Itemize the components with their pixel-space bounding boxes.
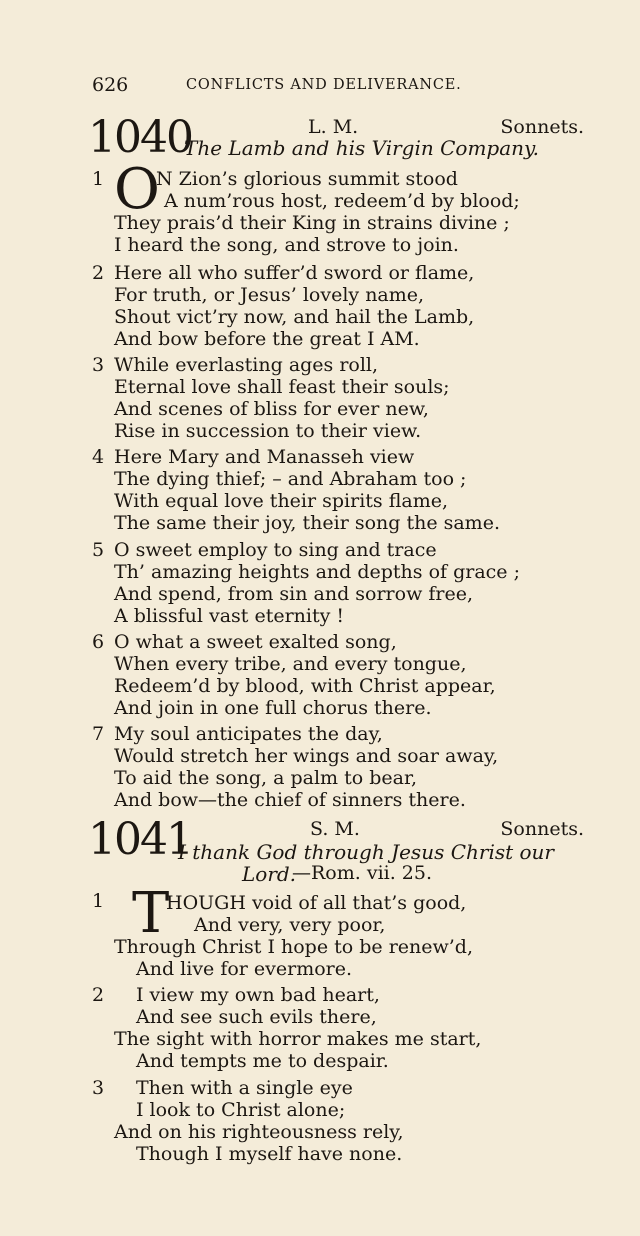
verse-line: My soul anticipates the day, [114,723,383,745]
verse-number: 5 [92,539,105,561]
verse-number: 2 [92,262,105,284]
hymn-title-line2: Lord. [242,862,297,886]
page-number: 626 [92,74,129,96]
hymn-tune: Sonnets. [500,116,584,138]
hymn-meter: S. M. [310,818,360,840]
verse-line: Though I myself have none. [136,1143,403,1165]
verse-1041-2 [92,984,572,1074]
verse-1040-3 [92,354,572,444]
verse-line: To aid the song, a palm to bear, [114,767,417,789]
verse-number: 3 [92,1077,105,1099]
verse-1041-1 [92,881,572,980]
drop-cap: T [132,881,170,946]
verse-number: 3 [92,354,105,376]
verse-line: I view my own bad heart, [136,984,380,1006]
page-header [92,74,592,98]
verse-1040-6 [92,631,572,721]
verse-1040-2 [92,262,572,352]
verse-line: They prais’d their King in strains divine ; [114,212,510,234]
verse-line: And tempts me to despair. [136,1050,389,1072]
hymn-title: I thank God through Jesus Christ our [178,840,554,864]
verse-line: And spend, from sin and sorrow free, [114,583,474,605]
verse-line: The same their joy, their song the same. [114,512,500,534]
verse-line: A num’rous host, redeem’d by blood; [164,190,520,212]
verse-line: And on his righteousness rely, [114,1121,404,1143]
hymn-1041-heading [88,814,588,886]
verse-number: 7 [92,723,105,745]
hymn-meter: L. M. [308,116,359,138]
verse-line: O sweet employ to sing and trace [114,539,437,561]
verse-line: Rise in succession to their view. [114,420,422,442]
verse-line: Redeem’d by blood, with Christ appear, [114,675,496,697]
verse-line: Shout vict’ry now, and hail the Lamb, [114,306,475,328]
verse-line: While everlasting ages roll, [114,354,379,376]
verse-line: And live for evermore. [136,958,353,980]
verse-line: Eternal love shall feast their souls; [114,376,450,398]
verse-number: 4 [92,446,105,468]
verse-number: 2 [92,984,105,1006]
running-title: CONFLICTS AND DELIVERANCE. [186,77,462,93]
verse-line: Here Mary and Manasseh view [114,446,415,468]
drop-cap: O [114,157,160,222]
scripture-reference: —Rom. vii. 25. [292,862,433,884]
verse-line: And see such evils there, [136,1006,377,1028]
verse-line: I heard the song, and strove to join. [114,234,459,256]
verse-line: For truth, or Jesus’ lovely name, [114,284,425,306]
verse-line: Then with a single eye [136,1077,353,1099]
verse-line: And very, very poor, [194,914,386,936]
hymn-number: 1041 [88,814,192,865]
hymn-1040-heading [88,112,588,163]
verse-line: The sight with horror makes me start, [114,1028,482,1050]
verse-line: And scenes of bliss for ever new, [114,398,429,420]
verse-line: HOUGH void of all that’s good, [166,892,467,914]
verse-line: When every tribe, and every tongue, [114,653,467,675]
verse-line: And bow before the great I AM. [114,328,420,350]
verse-line: N Zion’s glorious summit stood [156,168,458,190]
verse-line: A blissful vast eternity ! [114,605,345,627]
verse-number: 6 [92,631,105,653]
hymn-title: The Lamb and his Virgin Company. [184,136,540,160]
verse-1040-7 [92,723,572,813]
verse-1041-3 [92,1077,572,1167]
verse-line: With equal love their spirits flame, [114,490,448,512]
verse-line: O what a sweet exalted song, [114,631,397,653]
verse-line: Th’ amazing heights and depths of grace ; [114,561,520,583]
hymn-number: 1040 [88,112,192,163]
verse-line: And bow—the chief of sinners there. [114,789,466,811]
verse-line: I look to Christ alone; [136,1099,346,1121]
verse-number: 1 [92,890,105,912]
verse-line: The dying thief; – and Abraham too ; [114,468,467,490]
hymn-tune: Sonnets. [500,818,584,840]
verse-1040-4 [92,446,572,536]
verse-line: Through Christ I hope to be renew’d, [114,936,474,958]
verse-line: Here all who suffer’d sword or flame, [114,262,475,284]
verse-line: Would stretch her wings and soar away, [114,745,499,767]
verse-number: 1 [92,168,105,190]
verse-1040-5 [92,539,572,629]
verse-1040-1 [92,157,572,258]
verse-line: And join in one full chorus there. [114,697,432,719]
